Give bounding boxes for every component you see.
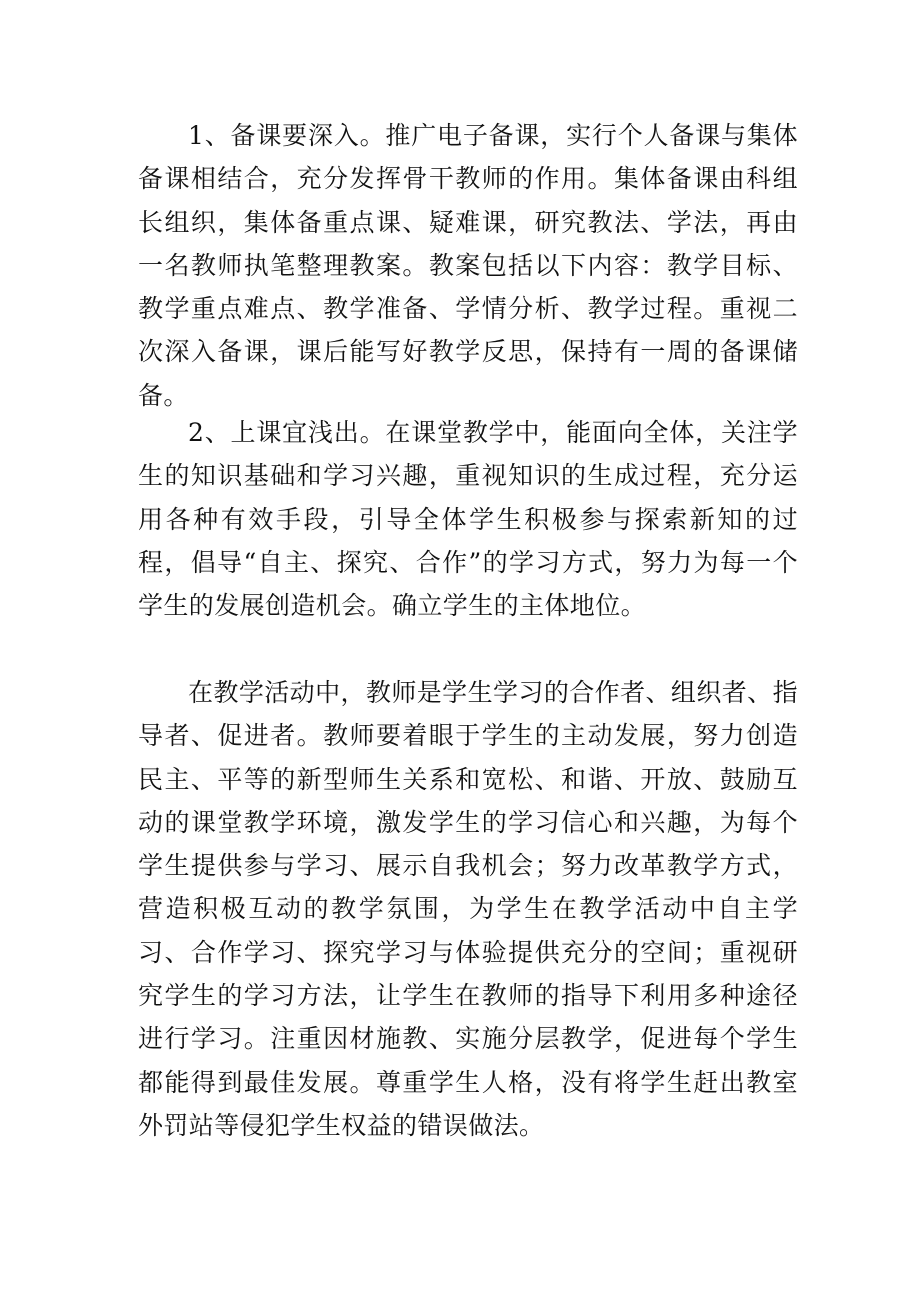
paragraph-lesson-preparation: 1、备课要深入。推广电子备课，实行个人备课与集体备课相结合，充分发挥骨干教师的作用。集体备课由科组长组织，集体备重点课、疑难课，研究教法、学法，再由一名教师执笔整理教案。教案包括以下内容：教学目标、教学重点难点、教学准备、学情分析、教学过程。重视二次深入备课，课后能写好教学反思，保持有一周的备课储备。 <box>138 121 798 410</box>
paragraph-classroom-teaching: 2、上课宜浅出。在课堂教学中，能面向全体，关注学生的知识基础和学习兴趣，重视知识的生成过程，充分运用各种有效手段，引导全体学生积极参与探索新知的过程，倡导“自主、探究、合作”的学习方式，努力为每一个学生的发展创造机会。确立学生的主体地位。 <box>138 418 798 621</box>
paragraph-teacher-role: 在教学活动中，教师是学生学习的合作者、组织者、指导者、促进者。教师要着眼于学生的主动发展，努力创造民主、平等的新型师生关系和宽松、和谐、开放、鼓励互动的课堂教学环境，激发学生的学习信心和兴趣，为每个学生提供参与学习、展示自我机会；努力改革教学方式，营造积极互动的教学氛围，为学生在教学活动中自主学习、合作学习、探究学习与体验提供充分的空间；重视研究学生的学习方法，让学生在教师的指导下利用多种途径进行学习。注重因材施教、实施分层教学，促进每个学生都能得到最佳发展。尊重学生人格，没有将学生赶出教室外罚站等侵犯学生权益的错误做法。 <box>138 678 798 1140</box>
